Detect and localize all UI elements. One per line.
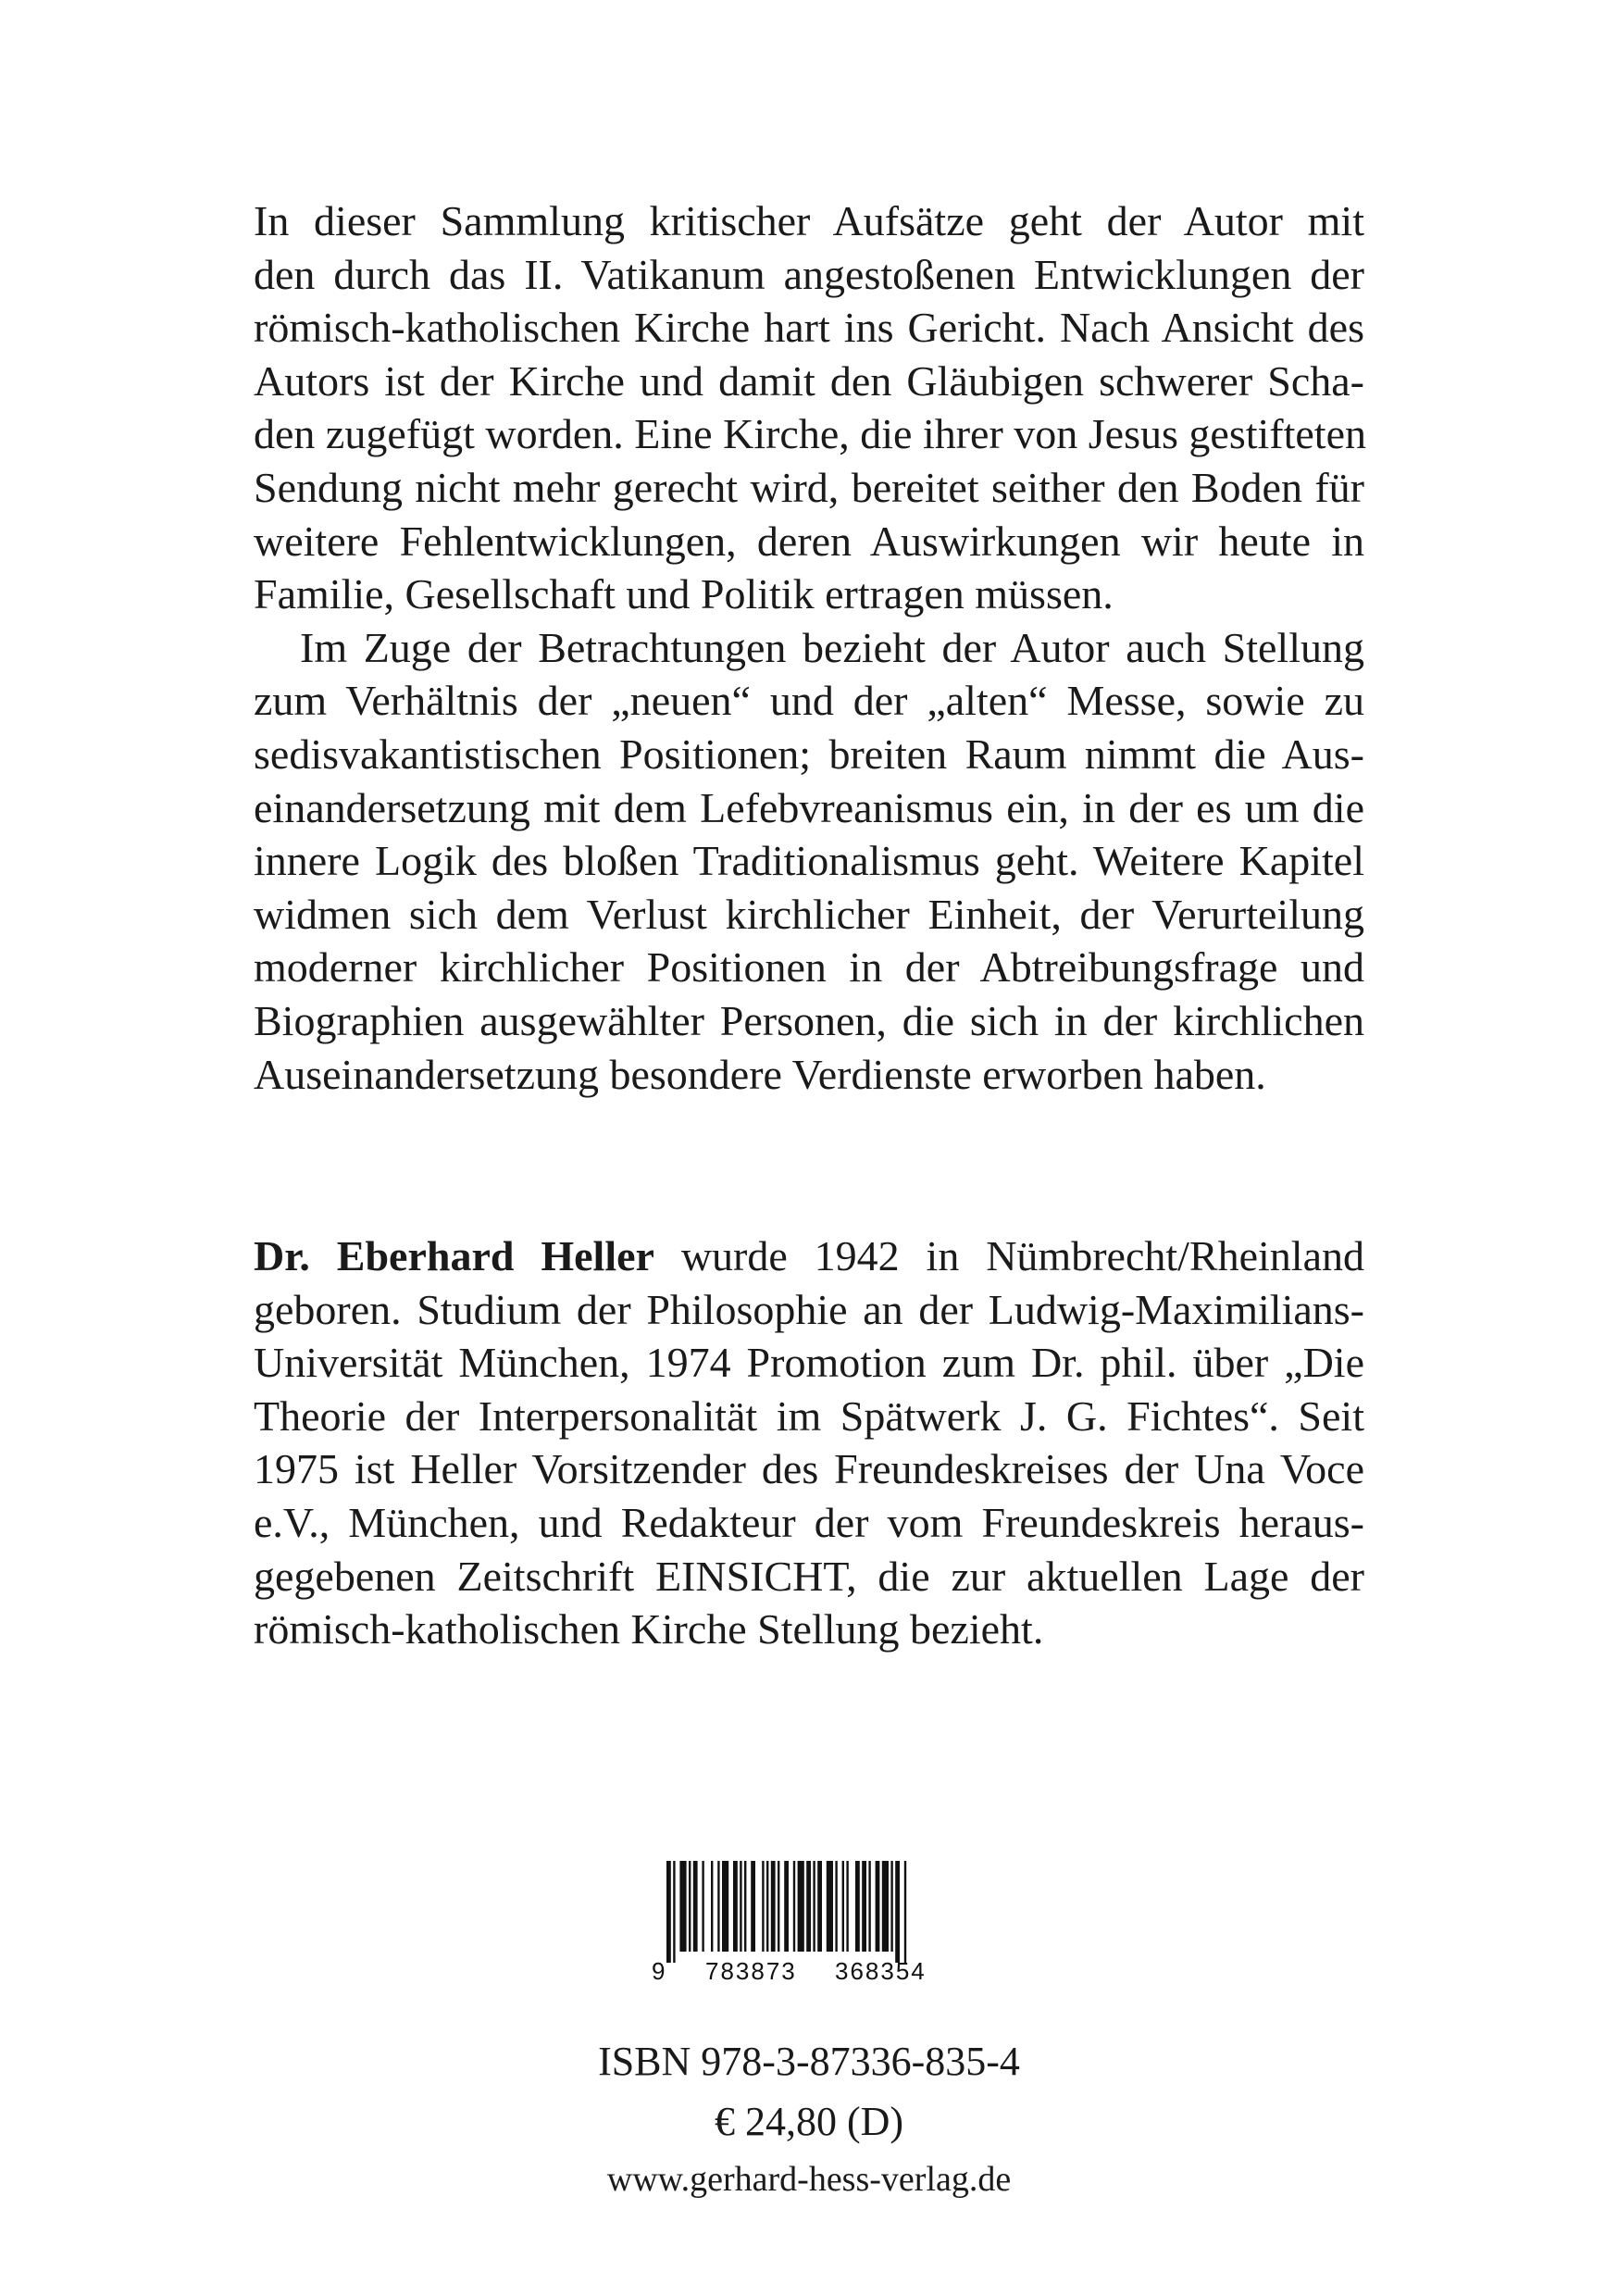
barcode-bar <box>895 1861 900 1963</box>
barcode <box>648 1861 972 1981</box>
barcode-bar <box>717 1861 719 1952</box>
text-line: einandersetzung mit dem Lefebvreanismus ein, in der es um die <box>254 783 1364 831</box>
text-line: Sendung nicht mehr gerecht wird, bereitet seither den Boden für <box>254 463 1364 511</box>
text-line: widmen sich dem Verlust kirchlicher Einheit, der Verurteilung <box>254 890 1364 938</box>
text-line: zum Verhältnis der „neuen“ und der „alten“ Messe, sowie zu <box>254 677 1364 725</box>
barcode-bar <box>679 1861 686 1952</box>
barcode-bar <box>733 1861 738 1952</box>
barcode-graphic <box>648 1861 972 1981</box>
barcode-digit-first: 9 <box>652 1957 666 1981</box>
barcode-bar <box>702 1861 703 1952</box>
text-line: Im Zuge der Betrachtungen bezieht der Autor auch Stellung <box>300 623 1364 671</box>
barcode-bar <box>827 1861 833 1952</box>
barcode-digits-right: 368354 <box>835 1957 927 1981</box>
author-name: Dr. Eberhard Heller <box>254 1232 654 1279</box>
text-line: sedisvakantistischen Positionen; breiten Raum nimmt die Aus- <box>254 730 1364 778</box>
isbn-number: ISBN 978-3-87336-835-4 <box>598 2039 1020 2084</box>
text-line: Auseinandersetzung besondere Verdienste erworben haben. <box>254 1050 1266 1098</box>
text-line: 1975 ist Heller Vorsitzender des Freundeskreises der Una Voce <box>254 1445 1364 1493</box>
bio-paragraph <box>254 1229 1364 1656</box>
text-line: Biographien ausgewählter Personen, die sich in der kirchlichen <box>254 996 1364 1044</box>
publisher-url: www.gerhard-hess-verlag.de <box>606 2160 1012 2199</box>
barcode-digits-left: 783873 <box>705 1957 797 1981</box>
barcode-bar <box>835 1861 837 1952</box>
barcode-bar <box>673 1861 675 1963</box>
barcode-bar <box>784 1861 789 1952</box>
text-line: Familie, Gesellschaft und Politik ertragen müssen. <box>254 570 1114 618</box>
barcode-bar <box>693 1861 698 1952</box>
barcode-bar <box>882 1861 889 1952</box>
text-line: römisch-katholischen Kirche hart ins Gericht. Nach Ansicht des <box>254 304 1364 352</box>
text-line: In dieser Sammlung kritischer Aufsätze geht der Autor mit <box>254 197 1364 244</box>
barcode-bar <box>793 1861 795 1952</box>
text-line: den durch das II. Vatikanum angestoßenen Entwicklungen der <box>254 250 1364 298</box>
barcode-bar <box>762 1861 764 1952</box>
text-line: gegebenen Zeitschrift EINSICHT, die zur aktuellen Lage der <box>254 1552 1364 1600</box>
price-label: € 24,80 (D) <box>714 2099 904 2144</box>
barcode-bar <box>855 1861 860 1952</box>
text-line: Autors ist der Kirche und damit den Gläubigen schwerer Scha- <box>254 356 1364 405</box>
barcode-bar <box>817 1861 822 1952</box>
text-line: e.V., München, und Redakteur der vom Freundeskreis heraus- <box>254 1498 1364 1546</box>
barcode-bar <box>868 1861 870 1952</box>
text-line: weitere Fehlentwicklungen, deren Auswirkungen wir heute in <box>254 517 1364 565</box>
text-line: den zugefügt worden. Eine Kirche, die ihrer von Jesus gestifteten <box>254 410 1366 458</box>
text-line: römisch-katholischen Kirche Stellung bezieht. <box>254 1605 1044 1653</box>
barcode-bar <box>904 1861 906 1963</box>
barcode-bar <box>722 1861 728 1952</box>
barcode-bar <box>689 1861 691 1952</box>
barcode-bar <box>766 1861 768 1952</box>
barcode-bar <box>806 1861 811 1952</box>
barcode-bar <box>751 1861 755 1952</box>
blurb-paragraph-1 <box>254 194 1364 621</box>
barcode-bar <box>740 1861 741 1952</box>
barcode-bar <box>798 1861 804 1952</box>
text-line: innere Logik des bloßen Traditionalismus geht. Weitere Kapitel <box>254 837 1364 885</box>
barcode-bar <box>876 1861 880 1952</box>
author-bio <box>254 1229 1364 1656</box>
blurb-paragraph-2 <box>254 621 1364 1101</box>
barcode-bar <box>771 1861 776 1952</box>
barcode-bar <box>862 1861 866 1952</box>
text-line: geboren. Studium der Philosophie an der Ludwig-Maximilians- <box>254 1285 1364 1333</box>
text-line <box>254 1229 1364 1283</box>
barcode-bar <box>744 1861 746 1952</box>
barcode-bar <box>813 1861 815 1952</box>
barcode-bar <box>890 1861 892 1952</box>
text-line: Universität München, 1974 Promotion zum Dr. phil. über „Die <box>254 1339 1364 1387</box>
barcode-bar <box>778 1861 779 1952</box>
blurb-text <box>254 194 1364 1101</box>
barcode-bar <box>711 1861 713 1952</box>
barcode-bar <box>666 1861 671 1963</box>
barcode-bar <box>842 1861 844 1952</box>
text-line: Theorie der Interpersonalität im Spätwerk J. G. Fichtes“. Seit <box>254 1391 1364 1440</box>
barcode-bar <box>846 1861 848 1952</box>
text-line: moderner kirchlicher Positionen in der Abtreibungsfrage und <box>254 943 1364 992</box>
bio-first-line-rest: wurde 1942 in Nümbrecht/Rheinland <box>653 1232 1364 1279</box>
